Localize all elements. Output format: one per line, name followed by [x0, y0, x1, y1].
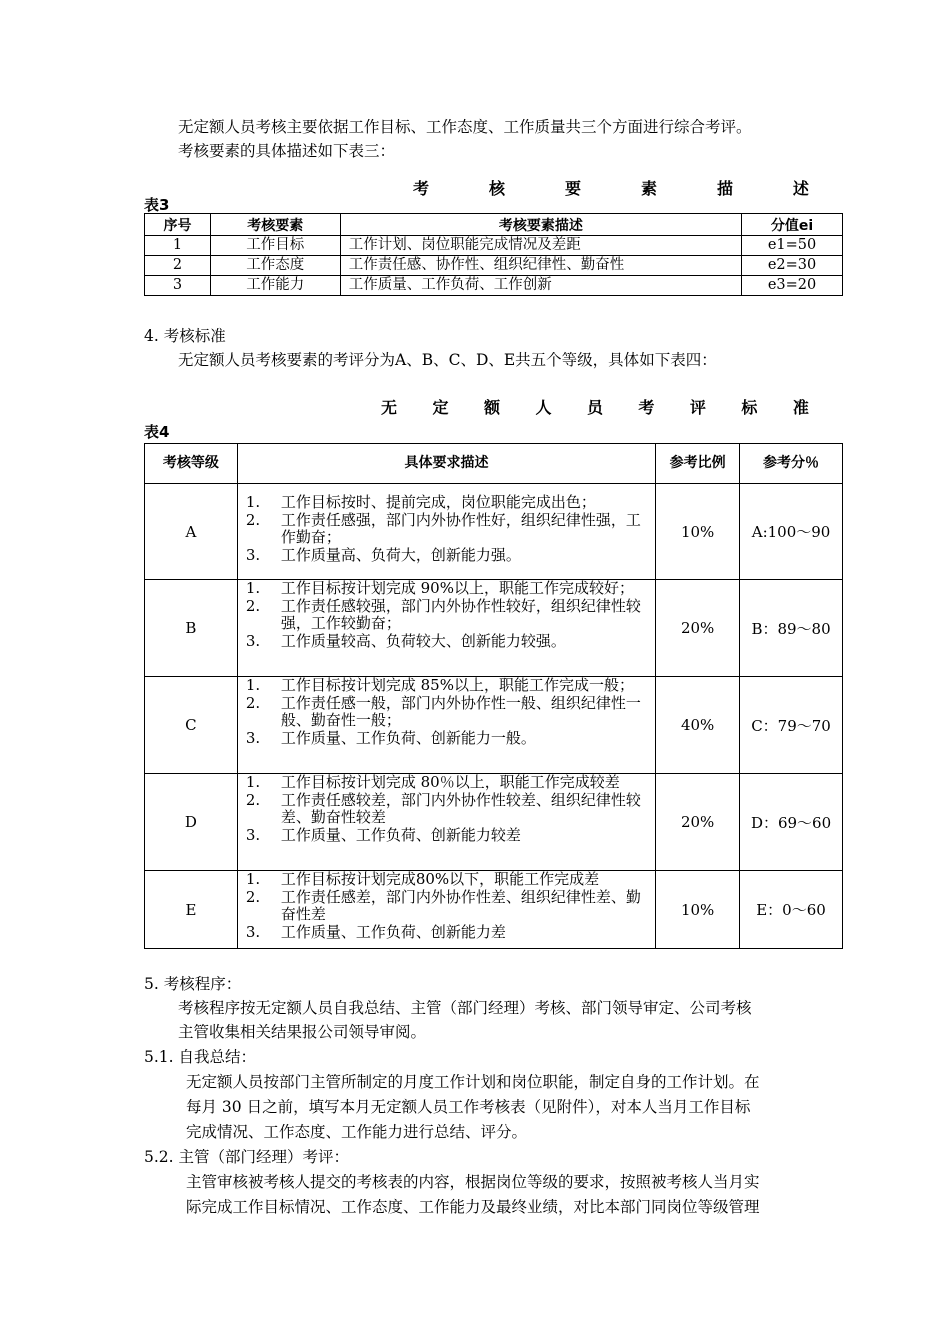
table4 [144, 443, 843, 949]
section5-line-2: 主管收集相关结果报公司领导审阅。 [178, 1023, 427, 1041]
item-number: 1. [245, 493, 261, 511]
item-text: 工作质量较高、负荷较大、创新能力较强。 [280, 631, 566, 650]
table-row [145, 871, 843, 949]
intro-line-2: 考核要素的具体描述如下表三： [178, 142, 396, 160]
list-item [246, 924, 651, 942]
item-number: 3. [245, 728, 261, 747]
item-number: 3. [245, 631, 261, 650]
section51-heading: 5.1. 自我总结： [144, 1048, 257, 1066]
table-header-row [145, 444, 843, 484]
column-header: 参考比例 [656, 444, 740, 484]
list-item [246, 695, 651, 730]
item-number: 2. [245, 887, 261, 906]
cell-score: D：69～60 [740, 774, 843, 871]
cell-grade: C [145, 677, 238, 774]
caption-char: 无 [381, 398, 398, 417]
list-item [246, 827, 651, 845]
cell-ratio: 40% [656, 677, 740, 774]
cell-factor: 工作目标 [210, 236, 340, 256]
list-item [246, 792, 651, 827]
cell-factor: 工作态度 [210, 256, 340, 276]
list-item [246, 871, 651, 889]
cell-score: e2=30 [742, 256, 843, 276]
item-text: 工作质量、工作负荷、创新能力较差 [280, 825, 521, 844]
cell-desc: 工作责任感、协作性、组织纪律性、勤奋性 [340, 256, 741, 276]
cell-no: 1 [145, 236, 211, 256]
caption-char: 描 [716, 179, 733, 198]
cell-score: e1=50 [742, 236, 843, 256]
item-number: 1. [245, 773, 261, 791]
item-text: 工作责任感差，部门内外协作性差、组织纪律性差、勤奋性差 [280, 887, 641, 923]
list-item [246, 512, 651, 547]
caption-char: 核 [488, 179, 505, 198]
list-item [246, 633, 651, 651]
item-number: 3. [245, 825, 261, 844]
item-text: 工作责任感较差，部门内外协作性较差、组织纪律性较差、勤奋性较差 [280, 790, 641, 826]
list-item [246, 494, 651, 512]
list-item [246, 598, 651, 633]
cell-ratio: 20% [656, 580, 740, 677]
column-header: 考核要素描述 [340, 214, 741, 236]
caption-char: 素 [640, 179, 657, 198]
caption-char: 额 [483, 398, 500, 417]
caption-char: 员 [586, 398, 603, 417]
cell-requirements [237, 871, 655, 949]
item-number: 2. [245, 693, 261, 712]
section51-line-3: 完成情况、工作态度、工作能力进行总结、评分。 [186, 1123, 528, 1141]
column-header: 考核要素 [210, 214, 340, 236]
item-text: 工作目标按时、提前完成，岗位职能完成出色； [280, 493, 596, 511]
item-number: 1. [245, 579, 261, 597]
cell-grade: D [145, 774, 238, 871]
section5-heading: 5. 考核程序： [144, 975, 242, 993]
cell-score: E：0～60 [740, 871, 843, 949]
cell-requirements [237, 580, 655, 677]
caption-char: 评 [689, 398, 706, 417]
table-row [145, 774, 843, 871]
item-text: 工作目标按计划完成80%以下，职能工作完成差 [280, 870, 600, 888]
cell-factor: 工作能力 [210, 276, 340, 296]
column-header: 参考分％ [740, 444, 843, 484]
table4-label: 表4 [144, 423, 170, 441]
column-header: 分值ei [742, 214, 843, 236]
table-row [145, 580, 843, 677]
table3-label: 表3 [144, 196, 170, 214]
item-text: 工作质量、工作负荷、创新能力一般。 [280, 728, 536, 747]
item-number: 1. [245, 676, 261, 694]
caption-char: 要 [564, 179, 581, 198]
table3-caption [413, 176, 809, 199]
cell-grade: B [145, 580, 238, 677]
cell-ratio: 10% [656, 871, 740, 949]
list-item [246, 580, 651, 598]
column-header: 考核等级 [145, 444, 238, 484]
section5-line-1: 考核程序按无定额人员自我总结、主管（部门经理）考核、部门领导审定、公司考核 [178, 999, 752, 1017]
item-text: 工作目标按计划完成 90%以上，职能工作完成较好； [280, 579, 634, 597]
list-item [246, 730, 651, 748]
table-row [145, 276, 843, 296]
table-row [145, 236, 843, 256]
section4-heading: 4. 考核标准 [144, 327, 226, 345]
caption-char: 考 [413, 179, 430, 198]
cell-desc: 工作计划、岗位职能完成情况及差距 [340, 236, 741, 256]
caption-char: 考 [638, 398, 655, 417]
item-text: 工作责任感一般，部门内外协作性一般、组织纪律性一般、勤奋性一般； [280, 693, 641, 729]
table-row [145, 677, 843, 774]
item-number: 2. [245, 596, 261, 615]
item-number: 3. [245, 545, 261, 564]
caption-char: 标 [741, 398, 758, 417]
cell-requirements [237, 677, 655, 774]
cell-score: B：89～80 [740, 580, 843, 677]
caption-char: 述 [792, 179, 809, 198]
section51-line-2: 每月 30 日之前，填写本月无定额人员工作考核表（见附件），对本人当月工作目标 [186, 1098, 751, 1116]
item-text: 工作目标按计划完成 85%以上，职能工作完成一般； [280, 676, 634, 694]
item-number: 2. [245, 790, 261, 809]
section52-line-2: 际完成工作目标情况、工作态度、工作能力及最终业绩，对比本部门同岗位等级管理 [186, 1198, 760, 1216]
section52-line-1: 主管审核被考核人提交的考核表的内容，根据岗位等级的要求，按照被考核人当月实 [186, 1173, 760, 1191]
table-row [145, 484, 843, 580]
item-text: 工作质量、工作负荷、创新能力差 [280, 922, 506, 941]
list-item [246, 547, 651, 565]
cell-ratio: 20% [656, 774, 740, 871]
cell-requirements [237, 774, 655, 871]
item-text: 工作责任感强，部门内外协作性好，组织纪律性强，工作勤奋； [280, 510, 641, 546]
column-header: 序号 [145, 214, 211, 236]
table-row [145, 256, 843, 276]
cell-no: 3 [145, 276, 211, 296]
cell-score: e3=20 [742, 276, 843, 296]
table3 [144, 213, 843, 296]
list-item [246, 774, 651, 792]
cell-no: 2 [145, 256, 211, 276]
table4-caption [381, 395, 809, 418]
cell-score: C：79～70 [740, 677, 843, 774]
item-number: 1. [245, 870, 261, 888]
section52-heading: 5.2. 主管（部门经理）考评： [144, 1148, 350, 1166]
item-text: 工作质量高、负荷大，创新能力强。 [280, 545, 521, 564]
list-item [246, 889, 651, 924]
cell-ratio: 10% [656, 484, 740, 580]
column-header: 具体要求描述 [237, 444, 655, 484]
intro-line-1: 无定额人员考核主要依据工作目标、工作态度、工作质量共三个方面进行综合考评。 [178, 118, 752, 136]
caption-char: 人 [535, 398, 552, 417]
item-text: 工作目标按计划完成 80％以上，职能工作完成较差 [280, 773, 620, 791]
cell-grade: A [145, 484, 238, 580]
cell-requirements [237, 484, 655, 580]
section51-line-1: 无定额人员按部门主管所制定的月度工作计划和岗位职能，制定自身的工作计划。在 [186, 1073, 760, 1091]
table-header-row [145, 214, 843, 236]
item-text: 工作责任感较强，部门内外协作性较好，组织纪律性较强，工作较勤奋； [280, 596, 641, 632]
section4-text: 无定额人员考核要素的考评分为A、B、C、D、E共五个等级，具体如下表四： [178, 351, 717, 369]
item-number: 3. [245, 922, 261, 941]
cell-score: A:100～90 [740, 484, 843, 580]
cell-grade: E [145, 871, 238, 949]
item-number: 2. [245, 510, 261, 529]
list-item [246, 677, 651, 695]
caption-char: 准 [792, 398, 809, 417]
caption-char: 定 [432, 398, 449, 417]
cell-desc: 工作质量、工作负荷、工作创新 [340, 276, 741, 296]
